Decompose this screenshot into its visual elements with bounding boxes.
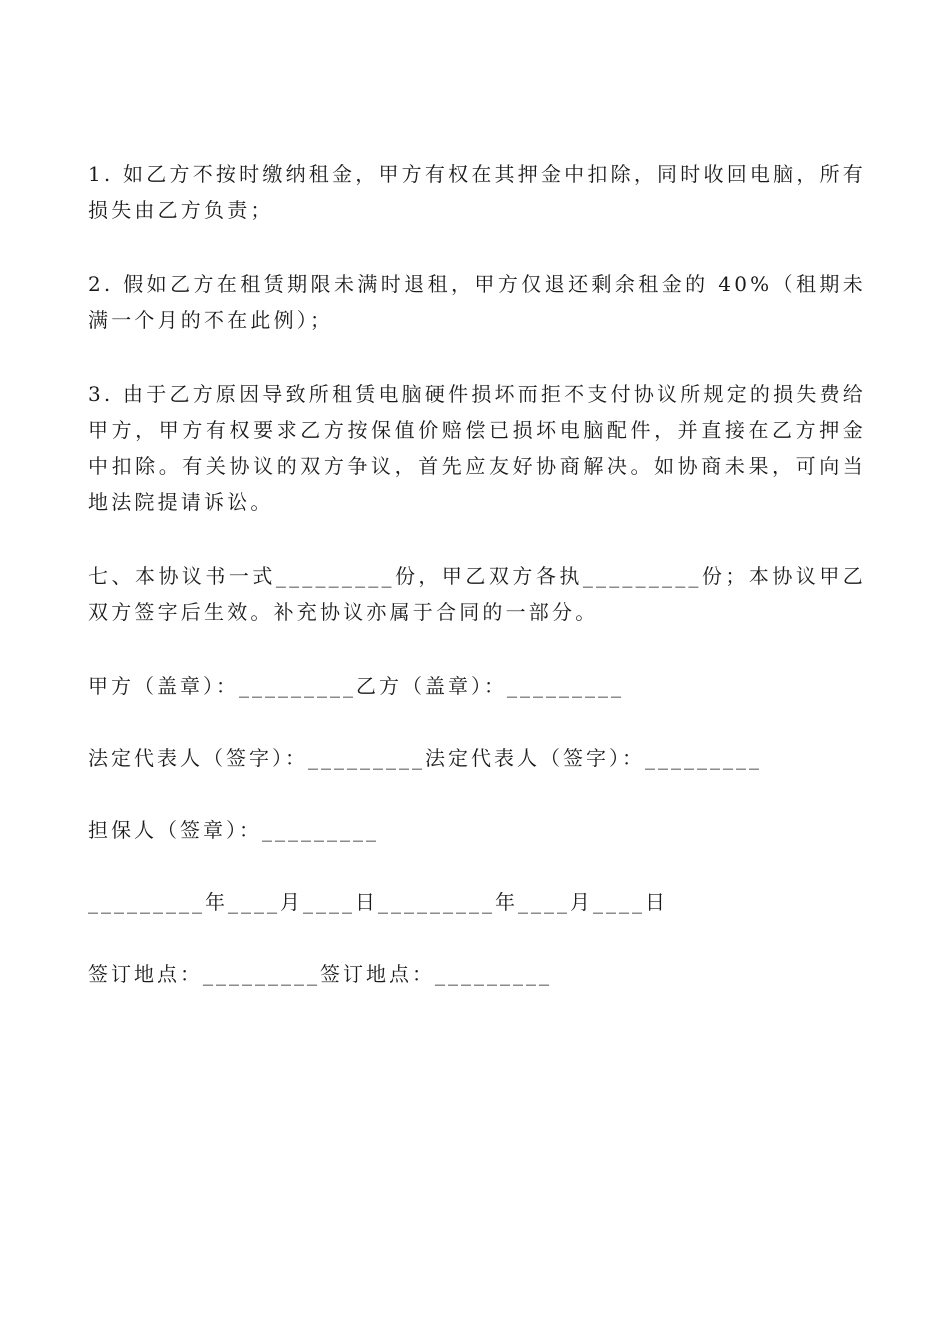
clause-2: 2. 假如乙方在租赁期限未满时退租，甲方仅退还剩余租金的 40%（租期未满一个月的不在此例）； (88, 272, 866, 332)
location-line: 签订地点：_________签订地点：_________ (88, 962, 552, 986)
date-line: _________年____月____日_________年____月____日 (88, 890, 668, 914)
seal-line: 甲方（盖章）：_________乙方（盖章）：_________ (88, 674, 624, 698)
article-seven: 七、本协议书一式_________份，甲乙双方各执_________份；本协议甲乙双方签字后生效。补充协议亦属于合同的一部分。 (88, 564, 866, 624)
representative-line: 法定代表人（签字）：_________法定代表人（签字）：_________ (88, 746, 762, 770)
document-body (88, 156, 866, 1028)
guarantor-line: 担保人（签章）：_________ (88, 818, 379, 842)
clause-3: 3. 由于乙方原因导致所租赁电脑硬件损坏而拒不支付协议所规定的损失费给甲方，甲方有权要求乙方按保值价赔偿已损坏电脑配件，并直接在乙方押金中扣除。有关协议的双方争议，首先应友好协商解决。如协商未果，可向当地法院提请诉讼。 (88, 382, 866, 514)
clause-1: 1. 如乙方不按时缴纳租金，甲方有权在其押金中扣除，同时收回电脑，所有损失由乙方负责； (88, 162, 866, 222)
